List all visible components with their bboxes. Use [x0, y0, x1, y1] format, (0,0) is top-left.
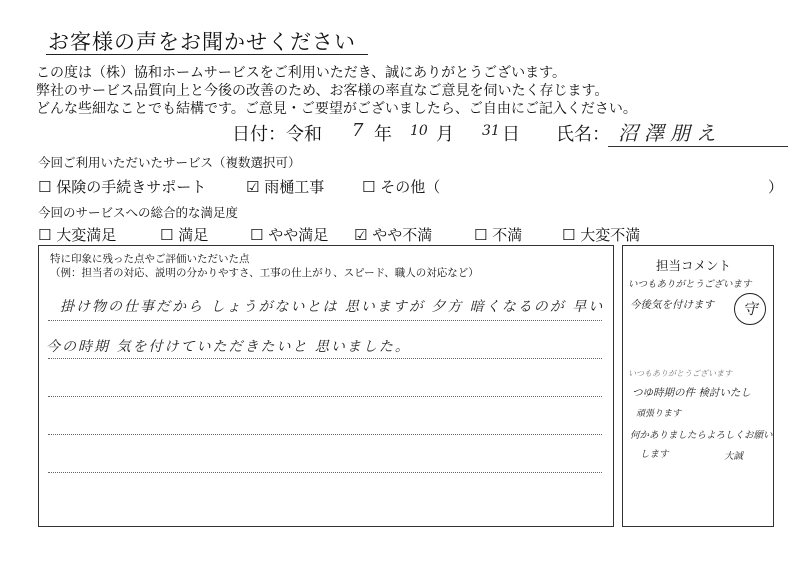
staff-line-1: いつもありがとうございます: [628, 279, 752, 290]
service-option-other[interactable]: [362, 176, 440, 197]
staff-line-2: 今後気を付けます: [630, 299, 714, 311]
date-month[interactable]: 10: [410, 123, 428, 139]
form-title: お客様の声をお聞かせください: [48, 30, 356, 54]
checkbox-icon[interactable]: ☐: [250, 226, 264, 244]
option-label: やや満足: [268, 226, 329, 244]
checkbox-icon[interactable]: ☐: [38, 226, 52, 244]
date-month-unit: 月: [436, 124, 454, 145]
checkbox-icon[interactable]: ☐: [362, 178, 376, 196]
staff-note-5: します: [640, 449, 669, 460]
staff-comment-label: 担当コメント: [656, 258, 732, 273]
checkbox-icon[interactable]: ☐: [38, 178, 52, 196]
name-label: 氏名：: [556, 124, 610, 145]
checkbox-icon[interactable]: ☐: [474, 226, 488, 244]
staff-note-4: 何かありましたらよろしくお願い: [630, 430, 773, 441]
staff-note-1: いつもありがとうございます: [628, 369, 732, 378]
staff-note-2: つゆ時期の件 検討いたし: [632, 387, 751, 399]
date-year-unit: 年: [374, 124, 392, 145]
stamp-seal: 守: [734, 293, 766, 325]
intro-line-3: どんな些細なことでも結構です。ご意見・ご要望がございましたら、ご自由にご記入ください。: [36, 101, 637, 117]
option-label: 満足: [178, 226, 209, 244]
comments-label: 特に印象に残った点やご評価いただいた点: [50, 253, 250, 265]
checked-checkbox-icon[interactable]: ☑: [246, 178, 260, 196]
name-underline: [608, 146, 788, 147]
comment-line: [48, 358, 602, 359]
satisfaction-question-label: 今回のサービスへの総合的な満足度: [38, 205, 239, 220]
comment-line: [48, 472, 602, 473]
option-label: 大変満足: [56, 226, 117, 244]
checkbox-icon[interactable]: ☐: [160, 226, 174, 244]
satisfaction-option-satisfied[interactable]: [160, 224, 208, 245]
option-label: 大変不満: [580, 226, 641, 244]
option-label: その他（: [380, 178, 441, 196]
satisfaction-option-very-dissatisfied[interactable]: [562, 224, 640, 245]
satisfaction-option-dissatisfied[interactable]: [474, 224, 522, 245]
checked-checkbox-icon[interactable]: ☑: [354, 226, 368, 244]
intro-line-2: 弊社のサービス品質向上と今後の改善のため、お客様の率直なご意見を伺いたく存じます。: [36, 83, 609, 99]
option-label: やや不満: [372, 226, 433, 244]
satisfaction-option-somewhat-dissatisfied[interactable]: [354, 224, 432, 245]
service-option-insurance[interactable]: [38, 176, 206, 197]
satisfaction-option-somewhat-satisfied[interactable]: [250, 224, 328, 245]
comment-line: [48, 434, 602, 435]
checkbox-icon[interactable]: ☐: [562, 226, 576, 244]
satisfaction-option-very-satisfied[interactable]: [38, 224, 116, 245]
other-close-paren: ）: [768, 178, 784, 196]
comment-line: [48, 320, 602, 321]
date-day[interactable]: 31: [482, 123, 500, 139]
staff-note-3: 頑張ります: [636, 409, 682, 419]
option-label: 不満: [492, 226, 523, 244]
date-label: 日付：令和: [232, 124, 322, 145]
service-question-label: 今回ご利用いただいたサービス（複数選択可）: [38, 155, 301, 170]
comment-handwritten-line-1[interactable]: 掛け物の仕事だから しょうがないとは 思いますが 夕方 暗くなるのが 早い: [60, 299, 605, 315]
option-label: 雨樋工事: [264, 178, 325, 196]
date-day-unit: 日: [502, 124, 520, 145]
comments-panel: [38, 245, 614, 527]
service-option-gutter[interactable]: [246, 176, 324, 197]
option-label: 保険の手続きサポート: [56, 178, 207, 196]
comment-handwritten-line-2[interactable]: 今の時期 気を付けていただきたいと 思いました。: [46, 339, 411, 355]
intro-line-1: この度は（株）協和ホームサービスをご利用いただき、誠にありがとうございます。: [36, 65, 567, 81]
title-underline: [46, 54, 368, 55]
comment-line: [48, 396, 602, 397]
name-value[interactable]: 沼澤朋え: [618, 121, 722, 145]
comments-example: （例：担当者の対応、説明の分かりやすさ、工事の仕上がり、スピード、職人の対応など）: [50, 267, 479, 279]
staff-signature: 大誠: [724, 451, 744, 462]
date-year[interactable]: 7: [352, 120, 364, 141]
